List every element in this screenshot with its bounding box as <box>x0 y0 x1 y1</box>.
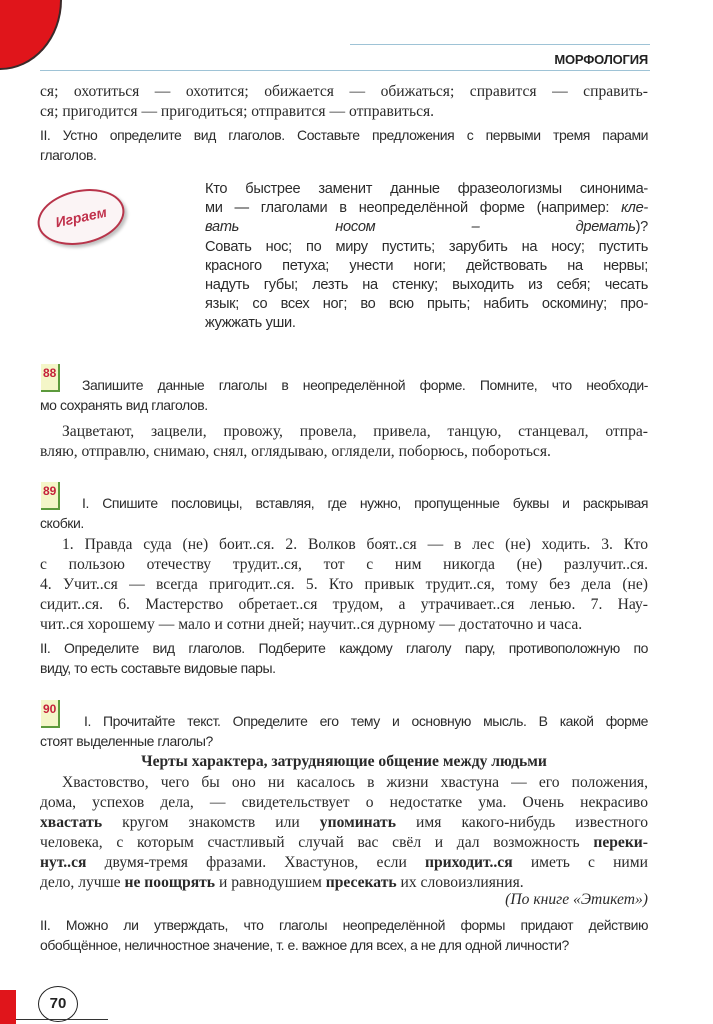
bold-verb: упоминать <box>319 814 396 831</box>
text-segment: двумя-тремя фразами. Хвастунов, если <box>86 854 425 871</box>
bold-verb: приходит..ся <box>424 854 513 871</box>
text-segment: иметь с ними <box>512 854 648 871</box>
exercise-90-text <box>40 773 648 893</box>
text-line: чит..ся хорошему — мало и сотни дней; научит..ся дурному — достаточно и часа. <box>40 616 583 633</box>
text-line: жужжать уши. <box>205 315 296 332</box>
exercise-number-badge: 88 <box>41 364 60 392</box>
text-line <box>205 199 648 218</box>
text-line: вляю, отправлю, снимаю, снял, оглядываю, оглядели, поборюсь, побороться. <box>40 442 551 460</box>
text-line: с пользою отечеству трудит..ся, тот с ним никогда (не) разлучит..ся. <box>40 556 648 573</box>
text-line: II. Можно ли утверждать, что глаголы неопределённой формы придают действию <box>40 917 648 933</box>
exercise-89-task-1 <box>40 493 648 533</box>
text-line: 1. Правда суда (не) боит..ся. 2. Волков боят..ся — в лес (не) ходить. 3. Кто <box>62 536 648 553</box>
text-line: красного петуха; унести ноги; действовать на нервы; <box>205 257 648 274</box>
red-corner-decoration <box>0 0 62 70</box>
text-line: дома, успехов дела, — свидетельствует о недостатке ума. Очень некрасиво <box>40 794 648 811</box>
game-text <box>205 180 648 334</box>
text-line: мо сохранять вид глаголов. <box>40 397 208 413</box>
text-segment: )? <box>635 219 648 236</box>
text-line: ся; охотиться — охотится; обижается — обижаться; справится — справить- <box>40 83 648 100</box>
section-header: МОРФОЛОГИЯ <box>554 52 648 67</box>
exercise-89-task-2 <box>40 638 648 678</box>
exercise-89-proverbs <box>40 535 648 635</box>
text-line: II. Устно определите вид глаголов. Составьте предложения с первыми тремя парами <box>40 127 648 143</box>
text-segment: и равнодушием <box>215 874 326 891</box>
exercise-90-task-1 <box>40 711 648 751</box>
text-line: Совать нос; по миру пустить; зарубить на носу; пустить <box>205 238 648 255</box>
text-line: виду, то есть составьте видовые пары. <box>40 660 276 676</box>
text-segment: кругом знакомств или <box>102 814 320 831</box>
text-segment: дело, лучше <box>40 874 125 891</box>
text-line: II. Определите вид глаголов. Подберите каждому глаголу пару, противоположную по <box>40 640 648 656</box>
bold-verb: пресекать <box>325 874 397 891</box>
task-2-instruction <box>40 125 648 165</box>
text-line: Зацветают, зацвели, провожу, провела, привела, танцую, станцевал, отпра- <box>62 423 648 440</box>
bold-verb: не поощрять <box>124 874 216 891</box>
text-source: (По книге «Этикет») <box>505 891 648 908</box>
text-title: Черты характера, затрудняющие общение между людьми <box>141 753 547 770</box>
exercise-number-badge: 90 <box>41 700 60 728</box>
text-line <box>205 218 648 237</box>
bold-verb: нут..ся <box>40 854 87 871</box>
text-line: I. Спишите пословицы, вставляя, где нужно, пропущенные буквы и раскрывая <box>82 495 648 511</box>
continuation-text <box>40 82 648 122</box>
text-segment: ми — глаголами в неопределённой форме (например: <box>205 200 622 217</box>
bold-verb: переки- <box>593 834 648 851</box>
text-segment: человека, с которым счастливый случай вас свёл и дал возможность <box>40 834 594 851</box>
text-segment: их словоизлияния. <box>396 874 524 891</box>
page-corner-mark <box>0 990 16 1024</box>
game-label-oval <box>32 181 129 252</box>
text-segment: имя какого-нибудь известного <box>395 814 649 831</box>
exercise-88-task <box>40 375 648 415</box>
text-line: обобщённое, неличностное значение, т. е. важное для всех, а не для одной личности? <box>40 937 569 953</box>
text-line: Запишите данные глаголы в неопределённой форме. Помните, что необходи- <box>82 377 648 393</box>
exercise-88-words <box>40 422 648 461</box>
text-line: ся; пригодится — пригодиться; отправится — отправиться. <box>40 103 435 120</box>
text-line: сидит..ся. 6. Мастерство обретает..ся трудом, а утрачивает..ся ленью. 7. Нау- <box>40 596 648 613</box>
text-line: язык; со всех ног; во всю прыть; набить оскомину; про- <box>205 296 648 313</box>
text-line <box>40 813 648 833</box>
bold-verb: хвастать <box>40 814 103 831</box>
footer-rule <box>16 1019 108 1020</box>
text-line: 4. Учит..ся — всегда пригодит..ся. 5. Кто привык трудит..ся, тому без дела (не) <box>40 576 648 593</box>
header-rule <box>40 70 650 71</box>
text-line: стоят выделенные глаголы? <box>40 733 213 749</box>
exercise-number-badge: 89 <box>41 482 60 510</box>
page-number: 70 <box>38 986 78 1022</box>
text-line <box>40 833 648 853</box>
game-label: Играем <box>53 203 109 231</box>
text-line: I. Прочитайте текст. Определите его тему и основную мысль. В какой форме <box>84 713 648 729</box>
text-line: глаголов. <box>40 147 97 163</box>
text-line: скобки. <box>40 515 84 531</box>
text-line <box>40 853 648 873</box>
exercise-90-task-2 <box>40 915 648 955</box>
text-line: надуть губы; лезть на стенку; выходить из себя; чесать <box>205 277 648 294</box>
text-segment: кле- <box>621 200 648 217</box>
text-segment: вать носом – дремать <box>205 219 636 236</box>
text-line: Хвастовство, чего бы оно ни касалось в жизни хвастуна — его положения, <box>62 774 648 791</box>
header-rule <box>350 44 650 45</box>
text-line: Кто быстрее заменит данные фразеологизмы синонима- <box>205 181 648 197</box>
